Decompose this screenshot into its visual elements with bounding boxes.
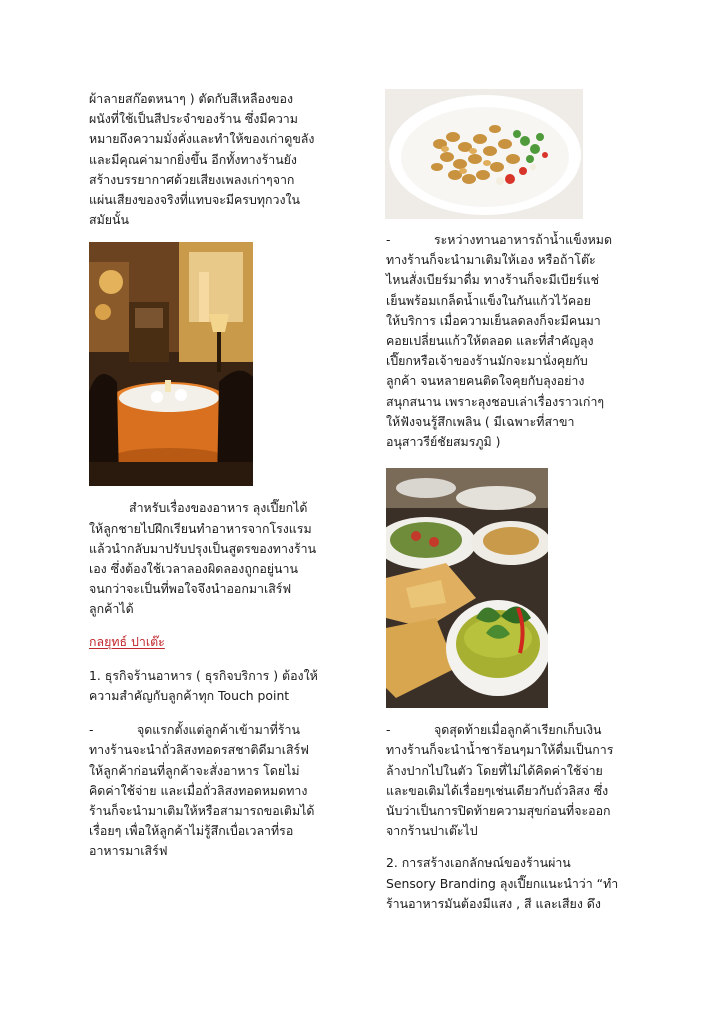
text-line: ให้ลูกชายไปฝึกเรียนทำอาหารจากโรงแรม [89,520,312,536]
food-paragraph [89,498,351,619]
text-line: และมีคุณค่ามากยิ่งขึ้น อีกทั้งทางร้านยัง [89,151,297,167]
text-line: ทางร้านก็จะนำมาเติมให้เอง หรือถ้าโต๊ะ [386,252,596,268]
text-line: และขอเติมได้เรื่อยๆเช่นเดียวกับถั่วลิสง ซึ่ง [386,782,609,798]
text-span: จุดแรกตั้งแต่ลูกค้าเข้ามาที่ร้าน [137,722,300,738]
last-step-paragraph [386,720,648,841]
text-line: 1. ธุรกิจร้านอาหาร ( ธุรกิจบริการ ) ต้องให้ [89,667,318,683]
text-line: ร้านอาหารมันต้องมีแสง , สี และเสียง ดึง [386,895,601,911]
text-line: ทางร้านจะนำถั่วลิสงทอดรสชาติดีมาเสิร์ฟ [89,742,309,758]
text-line [89,720,351,740]
text-line: สร้างบรรยากาศด้วยเสียงเพลงเก่าๆจาก [89,171,295,187]
text-line: ลูกค้า จนหลายคนติดใจคุยกับลุงอย่าง [386,373,585,389]
text-line: ผนังที่ใช้เป็นสีประจำของร้าน ซึ่งมีความ [89,111,298,127]
peanut-dish-photo [385,89,583,219]
text-line: สนุกสนาน เพราะลุงชอบเล่าเรื่องราวเก่าๆ [386,393,605,409]
text-line: ความสำคัญกับลูกค้าทุก Touch point [89,688,290,704]
intro-paragraph [89,89,351,230]
text-line: สมัยนั้น [89,212,129,228]
text-line: เอง ซึ่งต้องใช้เวลาลองผิดลองถูกอยู่นาน [89,561,298,577]
text-line: คอยเปลี่ยนแก้วให้ตลอด และที่สำคัญลุง [386,333,594,349]
text-line: ให้ฟังจนรู้สึกเพลิน ( มีเฉพาะที่สาขา [386,413,575,429]
image-spacer [89,230,351,498]
text-line: แผ่นเสียงของจริงที่แทบจะมีครบทุกวงใน [89,192,301,208]
text-line: จากร้านปาเต๊ะไป [386,823,478,839]
text-line: ไหนสั่งเบียร์มาดื่ม ทางร้านก็จะมีเบียร์แช่ [386,272,600,288]
text-line: 2. การสร้างเอกลักษณ์ของร้านผ่าน [386,855,571,871]
text-line: ร้านก็จะนำมาเติมให้หรือสามารถขอเติมได้ [89,803,315,819]
left-column [89,89,351,862]
bullet-dash: - [89,722,94,738]
bullet-dash: - [386,232,391,247]
text-line: จนกว่าจะเป็นที่พอใจจึงนำออกมาเสิร์ฟ [89,581,292,597]
text-span: ระหว่างทานอาหารถ้าน้ำแข็งหมด [434,232,612,247]
during-meal-paragraph [386,230,648,452]
bullet-dash: - [386,722,391,738]
text-line: ผ้าลายสก๊อตหนาๆ ) ตัดกับสีเหลืองของ [89,91,294,106]
text-line: หมายถึงความมั่งคั่งและทำให้ของเก่าดูขลัง [89,131,315,147]
strategy-heading: กลยุทธ์ ปาเต๊ะ [89,633,165,649]
text-line: เปี๊ยกหรือเจ้าของร้านมักจะมานั่งคุยกับ [386,353,588,369]
text-line: ให้บริการ เมื่อความเย็นลดลงก็จะมีคนมา [386,312,601,328]
text-line: นับว่าเป็นการปิดท้ายความสุขก่อนที่จะออก [386,803,611,819]
right-column [386,230,648,914]
text-line: เรื่อยๆ เพื่อให้ลูกค้าไม่รู้สึกเบื่อเวลาที่รอ [89,823,294,839]
text-line [386,720,648,740]
text-line: แล้วนำกลับมาปรับปรุงเป็นสูตรของทางร้าน [89,540,317,556]
image-spacer [386,452,648,720]
text-line [386,230,648,250]
text-line: ลูกค้าได้ [89,601,134,617]
first-step-paragraph [89,720,351,861]
text-line: คิดค่าใช้จ่าย และเมื่อถั่วลิสงทอดหมดทาง [89,782,308,798]
point-1-paragraph [89,666,351,706]
text-line: Sensory Branding ลุงเปี๊ยกแนะนำว่า “ทำ [386,875,619,891]
text-line: อาหารมาเสิร์ฟ [89,843,168,859]
text-line: ล้างปากไปในตัว โดยที่ไม่ได้คิดค่าใช้จ่าย [386,762,603,778]
text-line: เย็นพร้อมเกล็ดน้ำแข็งในกันแก้วไว้คอย [386,292,591,308]
text-line: สำหรับเรื่องของอาหาร ลุงเปี๊ยกได้ [129,500,308,516]
text-line: อนุสาวรีย์ชัยสมรภูมิ ) [386,434,501,450]
text-span: จุดสุดท้ายเมื่อลูกค้าเรียกเก็บเงิน [434,722,602,738]
text-line: ให้ลูกค้าก่อนที่ลูกค้าจะสั่งอาหาร โดยไม่ [89,762,300,778]
peanut-dish-illustration [385,89,583,219]
point-2-paragraph [386,853,648,914]
text-line: ทางร้านก็จะนำน้ำชาร้อนๆมาให้ดื่มเป็นการ [386,742,614,758]
